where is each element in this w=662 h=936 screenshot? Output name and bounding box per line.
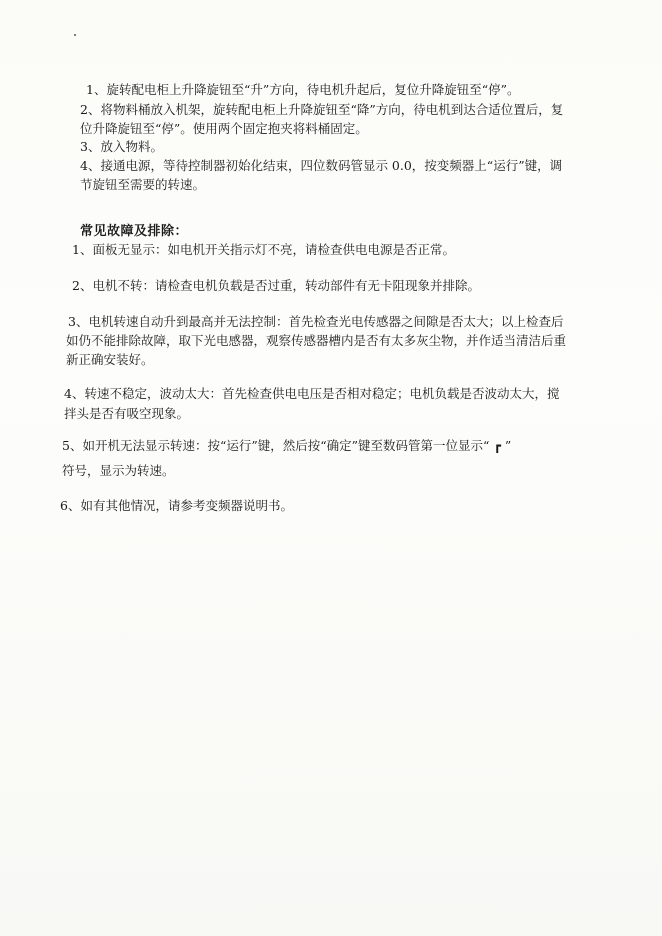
- trouble-item-2: 2、电机不转：请检查电机负载是否过重，转动部件有无卡阻现象并排除。: [72, 278, 480, 293]
- trouble-item-3-line-1: 3、电机转速自动升到最高并无法控制：首先检查光电传感器之间隙是否太大；以上检查后: [68, 314, 564, 329]
- trouble-item-6: 6、如有其他情况，请参考变频器说明书。: [60, 498, 293, 513]
- step-4-line-2: 节旋钮至需要的转速。: [80, 177, 206, 192]
- trouble-item-5-line-2: 符号，显示为转速。: [62, 463, 175, 478]
- trouble-item-1: 1、面板无显示：如电机开关指示灯不亮，请检查供电电源是否正常。: [72, 242, 455, 257]
- trouble-item-5-line-1: 5、如开机无法显示转速：按“运行”键，然后按“确定”键至数码管第一位显示“ ┏ ”: [62, 438, 512, 453]
- step-1: 1、旋转配电柜上升降旋钮至“升”方向，待电机升起后，复位升降旋钮至“停”。: [86, 82, 520, 97]
- troubleshooting-heading: 常见故障及排除：: [80, 224, 189, 239]
- step-2-line-1: 2、将物料桶放入机架，旋转配电柜上升降旋钮至“降”方向，待电机到达合适位置后，复: [80, 102, 564, 117]
- trouble-item-3-line-3: 新正确安装好。: [66, 352, 154, 367]
- step-3: 3、放入物料。: [80, 139, 163, 154]
- scan-speck: [74, 34, 76, 36]
- step-4-line-1: 4、接通电源，等待控制器初始化结束，四位数码管显示 0.0，按变频器上“运行”键，调: [80, 158, 563, 173]
- step-2-line-2: 位升降旋钮至“停”。使用两个固定抱夹将料桶固定。: [80, 121, 368, 136]
- trouble-item-4-line-1: 4、转速不稳定，波动太大：首先检查供电电压是否相对稳定；电机负载是否波动太大，搅: [64, 386, 560, 401]
- trouble-item-4-line-2: 拌头是否有吸空现象。: [64, 406, 190, 421]
- trouble-item-3-line-2: 如仍不能排除故障，取下光电感器，观察传感器槽内是否有太多灰尘物，并作适当清洁后重: [66, 333, 567, 348]
